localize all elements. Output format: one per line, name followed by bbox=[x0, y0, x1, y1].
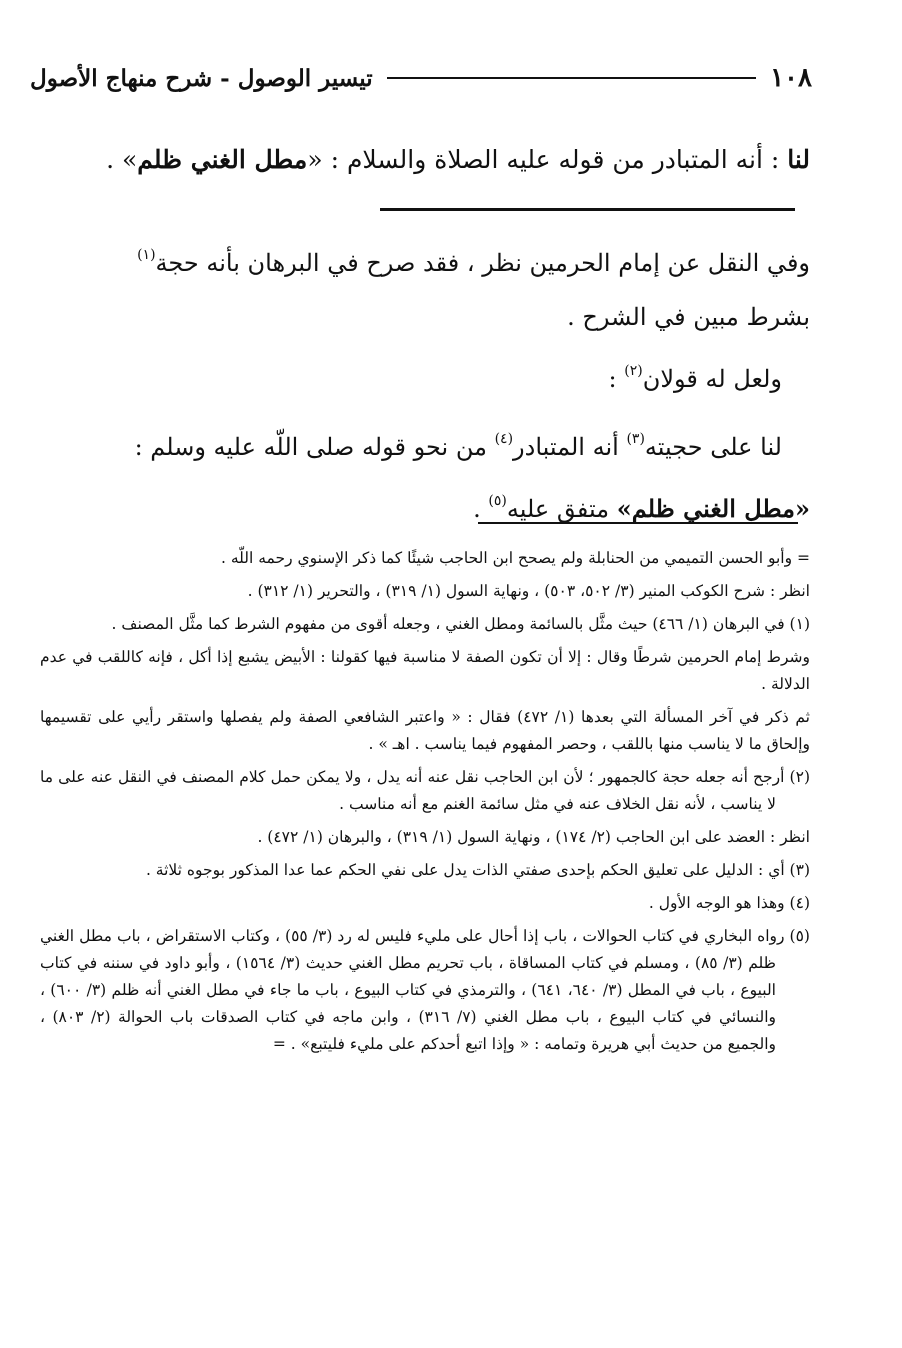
paragraph-2-end: : bbox=[608, 365, 625, 393]
footnote-5 bbox=[40, 923, 810, 1058]
section-divider bbox=[380, 208, 795, 211]
footnotes bbox=[40, 545, 810, 1064]
paragraph-1-text: وفي النقل عن إمام الحرمين نظر ، فقد صرح في البرهان بأنه حجة bbox=[155, 249, 810, 277]
statement-suffix: » . bbox=[106, 145, 138, 174]
footnote-4: (٤) وهذا هو الوجه الأول . bbox=[648, 894, 810, 912]
footnote-1-part-2: وشرط إمام الحرمين شرطًا وقال : إلا أن تكون الصفة لا مناسبة فيها كقولنا : الأبيض يشبع إذا أكل ، فإنه كاللقب في عدم الدلالة . bbox=[40, 648, 810, 693]
footnote-1-part-3: ثم ذكر في آخر المسألة التي بعدها (١/ ٤٧٢) فقال : « واعتبر الشافعي الصفة ولم يفصلها واستقر رأيي على تقسيمها وإلحاق ما لا يناسب منها باللقب ، وحصر المفهوم فيما يناسب . اهـ » . bbox=[40, 708, 810, 753]
paragraph-1-line-1 bbox=[50, 228, 810, 290]
paragraph-3-agreed: متفق عليه bbox=[506, 495, 617, 523]
paragraph-3-hadith: «مطل الغني ظلم» bbox=[616, 494, 810, 523]
statement-text: : أنه المتبادر من قوله عليه الصلاة والسلام : « bbox=[307, 145, 788, 174]
footnote-ref-3: (٣) bbox=[626, 431, 645, 447]
footnote-divider bbox=[478, 522, 798, 524]
paragraph-1-line-2: بشرط مبين في الشرح . bbox=[567, 303, 810, 331]
footnote-continuation-1: = وأبو الحسن التميمي من الحنابلة ولم يصحح ابن الحاجب شيئًا كما ذكر الإسنوي رحمه اللّه . bbox=[220, 549, 810, 567]
footnote-continuation-2: انظر : شرح الكوكب المنير (٣/ ٥٠٢، ٥٠٣) ، ونهاية السول (١/ ٣١٩) ، والتحرير (١/ ٣١٢) . bbox=[247, 582, 810, 600]
footnote-ref-5: (٥) bbox=[488, 493, 507, 509]
footnote-ref-2: (٢) bbox=[624, 363, 643, 379]
paragraph-3-end: . bbox=[473, 495, 489, 523]
running-title: تيسير الوصول - شرح منهاج الأصول bbox=[30, 64, 373, 92]
footnote-ref-1: (١) bbox=[137, 247, 156, 263]
footnote-1: (١) في البرهان (١/ ٤٦٦) حيث مثَّل بالسائمة ومطل الغني ، وجعله أقوى من مفهوم الشرط كما مثَّل المصنف . bbox=[111, 615, 810, 633]
main-text bbox=[50, 228, 810, 536]
paragraph-2 bbox=[50, 344, 810, 406]
paragraph-3-line-1 bbox=[50, 412, 810, 474]
paragraph-3-part-b: أنه المتبادر bbox=[513, 433, 627, 461]
paragraph-3-part-a: لنا على حجيته bbox=[644, 433, 782, 461]
footnote-5-text: (٥) رواه البخاري في كتاب الحوالات ، باب إذا أحال على مليء فليس له رد (٣/ ٥٥) ، وكتاب الاستقراض ، باب مطل الغني ظلم (٣/ ٨٥) ، ومسلم في كتاب المساقاة ، باب تحريم مطل الغني حديث (٣/ ١٥٦٤) ، وأبو داود في سننه في كتاب البيوع ، باب في المطل (٣/ ٦٤٠، ٦٤١) ، والترمذي في كتاب البيوع ، باب ما جاء في مطل الغني أنه ظلم (٣/ ٦٠٠) ، والنسائي في كتاب البيوع ، باب مطل الغني (٧/ ٣١٦) ، وابن ماجه في كتاب الصدقات باب الحوالة (٢/ ٨٠٣) ، والجميع من حديث أبي هريرة وتمامه : « وإذا اتبع أحدكم على مليء فليتبع» . bbox=[40, 927, 810, 1053]
page-number: ١٠٨ bbox=[770, 63, 812, 93]
statement-line bbox=[60, 140, 810, 180]
paragraph-3-part-c: من نحو قوله صلى اللّه عليه وسلم : bbox=[134, 433, 495, 461]
statement-hadith: مطل الغني ظلم bbox=[137, 145, 308, 174]
footnote-2-part-2: انظر : العضد على ابن الحاجب (٢/ ١٧٤) ، ونهاية السول (١/ ٣١٩) ، والبرهان (١/ ٤٧٢) . bbox=[257, 828, 810, 846]
header-rule bbox=[387, 77, 756, 79]
continuation-mark: = bbox=[272, 1035, 286, 1053]
running-header bbox=[30, 58, 812, 98]
paragraph-2-text: ولعل له قولان bbox=[642, 365, 782, 393]
footnote-2: (٢) أرجح أنه جعله حجة كالجمهور ؛ لأن ابن الحاجب نقل عنه أنه يدل ، ولا يمكن حمل كلام المصنف في النقل عنه على ما لا يناسب ، لأنه نقل الخلاف عنه في مثل سائمة الغنم مع أنه مناسب . bbox=[40, 768, 810, 813]
footnote-ref-4: (٤) bbox=[494, 431, 514, 447]
paragraph-3-line-2 bbox=[50, 474, 810, 536]
statement-prefix: لنا bbox=[787, 145, 810, 174]
footnote-3: (٣) أي : الدليل على تعليق الحكم بإحدى صفتي الذات يدل على نفي الحكم عما عدا المذكور بوجوه ثلاثة . bbox=[145, 861, 810, 879]
